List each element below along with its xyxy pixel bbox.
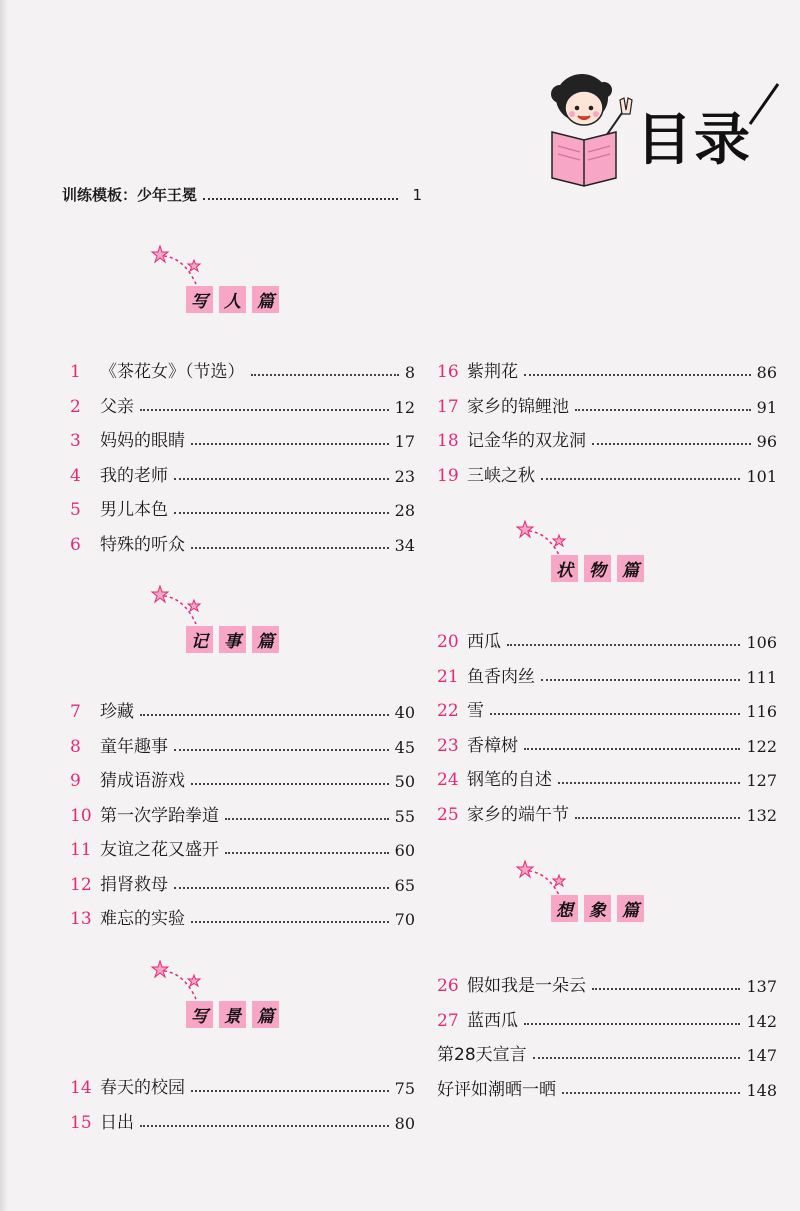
section-badge-imagination xyxy=(515,855,675,935)
entry-page: 28 xyxy=(394,501,415,520)
entry-number: 15 xyxy=(70,1112,92,1133)
intro-page: 1 xyxy=(412,186,422,204)
entry-title: 鱼香肉丝 xyxy=(467,666,535,687)
entry-number: 23 xyxy=(437,735,459,756)
entry-page: 75 xyxy=(394,1079,415,1098)
entry-page: 137 xyxy=(746,977,777,996)
entry-page: 142 xyxy=(746,1011,777,1031)
entry-number: 17 xyxy=(437,396,459,417)
entry-page: 116 xyxy=(746,702,777,721)
entry-number: 12 xyxy=(70,874,92,895)
section-char: 人 xyxy=(219,286,246,313)
dot-leader xyxy=(191,921,389,923)
entry-title: 记金华的双龙洞 xyxy=(467,431,586,451)
entry-title: 蓝西瓜 xyxy=(467,1010,518,1031)
entry-page: 106 xyxy=(746,633,777,652)
toc-entry[interactable] xyxy=(70,830,415,860)
intro-entry[interactable] xyxy=(62,184,422,205)
entry-page: 60 xyxy=(394,841,415,860)
entry-title: 第一次学跆拳道 xyxy=(100,805,219,826)
toc-entry[interactable] xyxy=(70,899,415,929)
dot-leader xyxy=(541,478,740,480)
toc-entry[interactable] xyxy=(437,1070,777,1100)
entry-page: 55 xyxy=(394,806,415,826)
entry-page: 111 xyxy=(746,667,777,687)
entry-number: 22 xyxy=(437,701,459,721)
toc-entry[interactable] xyxy=(437,1001,777,1031)
dot-leader xyxy=(558,782,740,784)
toc-entry[interactable] xyxy=(437,691,777,721)
entry-title: 友谊之花又盛开 xyxy=(100,840,219,860)
entry-title: 假如我是一朵云 xyxy=(467,976,586,996)
entry-number: 5 xyxy=(70,500,81,520)
entry-number: 14 xyxy=(70,1078,92,1098)
toc-entry[interactable] xyxy=(437,456,777,486)
entry-number: 20 xyxy=(437,632,459,652)
dot-leader xyxy=(507,644,740,646)
entry-title: 钢笔的自述 xyxy=(467,770,552,790)
entry-page: 45 xyxy=(394,737,415,757)
entry-title: 男儿本色 xyxy=(100,500,168,520)
dot-leader xyxy=(191,547,389,549)
dot-leader xyxy=(140,409,389,411)
entry-title: 《茶花女》（节选） xyxy=(100,362,245,382)
toc-entry[interactable] xyxy=(70,1103,415,1133)
entry-title: 妈妈的眼睛 xyxy=(100,431,185,451)
entry-title: 父亲 xyxy=(100,396,134,417)
toc-entry[interactable] xyxy=(70,525,415,555)
section-char: 想 xyxy=(551,895,578,922)
dot-leader xyxy=(174,478,389,480)
entry-page: 8 xyxy=(404,363,415,382)
entry-page: 34 xyxy=(394,535,415,555)
toc-entry[interactable] xyxy=(437,622,777,652)
toc-entry[interactable] xyxy=(70,727,415,757)
entry-number: 3 xyxy=(70,431,81,451)
entry-number: 21 xyxy=(437,666,459,687)
dot-leader xyxy=(191,443,389,445)
entry-page: 147 xyxy=(746,1046,777,1065)
toc-entry[interactable] xyxy=(437,726,777,756)
entry-number: 2 xyxy=(70,396,81,417)
dot-leader xyxy=(225,852,389,854)
toc-entry[interactable] xyxy=(437,657,777,687)
entry-number: 11 xyxy=(70,840,92,860)
entry-number: 27 xyxy=(437,1010,459,1031)
toc-entry[interactable] xyxy=(70,421,415,451)
toc-entry[interactable] xyxy=(70,352,415,382)
entry-number: 6 xyxy=(70,534,81,555)
entry-title: 猜成语游戏 xyxy=(100,771,185,791)
entry-title: 紫荆花 xyxy=(467,362,518,382)
dot-leader xyxy=(490,713,740,715)
entry-title: 童年趣事 xyxy=(100,736,168,757)
dot-leader xyxy=(541,679,740,681)
title-flourish-icon xyxy=(650,76,780,136)
section-badge-events xyxy=(150,580,310,660)
entry-page: 65 xyxy=(394,875,415,895)
entry-number: 24 xyxy=(437,770,459,790)
toc-entry[interactable] xyxy=(70,490,415,520)
dot-leader xyxy=(533,1057,741,1059)
entry-title: 难忘的实验 xyxy=(100,909,185,929)
entry-number: 13 xyxy=(70,909,92,929)
dot-leader xyxy=(251,374,399,376)
entry-title: 雪 xyxy=(467,701,484,721)
toc-entry[interactable] xyxy=(70,865,415,895)
toc-entry[interactable] xyxy=(70,387,415,417)
dot-leader xyxy=(592,988,740,990)
entry-title: 香樟树 xyxy=(467,735,518,756)
section-char: 状 xyxy=(551,555,578,582)
entry-title: 第28天宣言 xyxy=(437,1045,527,1065)
dot-leader xyxy=(140,1125,389,1127)
dot-leader xyxy=(140,714,389,716)
entry-number: 19 xyxy=(437,465,459,486)
section-char: 写 xyxy=(186,1001,213,1028)
entry-number: 1 xyxy=(70,362,81,382)
section-char: 写 xyxy=(186,286,213,313)
section-char: 景 xyxy=(219,1001,246,1028)
toc-entry[interactable] xyxy=(70,1068,415,1098)
toc-entry[interactable] xyxy=(70,761,415,791)
entry-page: 17 xyxy=(394,432,415,451)
entry-page: 86 xyxy=(756,363,777,382)
entry-page: 122 xyxy=(746,736,777,756)
entry-number: 26 xyxy=(437,976,459,996)
entry-title: 捐肾救母 xyxy=(100,874,168,895)
entry-number: 18 xyxy=(437,431,459,451)
dot-leader xyxy=(575,409,751,411)
dot-leader xyxy=(191,1090,389,1092)
toc-entry[interactable] xyxy=(437,966,777,996)
entry-page: 40 xyxy=(394,703,415,722)
toc-entry[interactable] xyxy=(437,387,777,417)
dot-leader xyxy=(191,783,389,785)
section-char: 篇 xyxy=(617,895,644,922)
page-title: 目录 xyxy=(636,108,752,173)
entry-page: 96 xyxy=(756,432,777,451)
dot-leader xyxy=(203,198,398,200)
section-char: 象 xyxy=(584,895,611,922)
toc-entry[interactable] xyxy=(437,760,777,790)
section-char: 事 xyxy=(219,626,246,653)
entry-title: 春天的校园 xyxy=(100,1078,185,1098)
toc-header xyxy=(540,70,780,200)
toc-entry[interactable] xyxy=(437,421,777,451)
entry-number: 10 xyxy=(70,805,92,826)
toc-entry[interactable] xyxy=(70,692,415,722)
section-badge-scenery xyxy=(150,955,310,1035)
entry-page: 91 xyxy=(756,397,777,417)
dot-leader xyxy=(174,512,389,514)
entry-page: 80 xyxy=(394,1113,415,1133)
toc-entry[interactable] xyxy=(437,795,777,825)
entry-page: 127 xyxy=(746,771,777,790)
entry-number: 9 xyxy=(70,771,81,791)
entry-title: 日出 xyxy=(100,1112,134,1133)
section-char: 篇 xyxy=(252,286,279,313)
entry-number: 4 xyxy=(70,465,81,486)
page-edge-shadow xyxy=(0,0,8,1211)
entry-title: 家乡的端午节 xyxy=(467,804,569,825)
entry-page: 23 xyxy=(394,466,415,486)
entry-number: 16 xyxy=(437,362,459,382)
entry-page: 70 xyxy=(394,910,415,929)
entry-title: 三峡之秋 xyxy=(467,465,535,486)
entry-number: 7 xyxy=(70,702,81,722)
dot-leader xyxy=(174,749,389,751)
section-badge-people xyxy=(150,240,310,320)
dot-leader xyxy=(575,817,740,819)
entry-number: 8 xyxy=(70,736,81,757)
dot-leader xyxy=(225,818,389,820)
entry-title: 好评如潮晒一晒 xyxy=(437,1079,556,1100)
entry-number: 25 xyxy=(437,804,459,825)
entry-title: 珍藏 xyxy=(100,702,134,722)
dot-leader xyxy=(524,1023,740,1025)
dot-leader xyxy=(562,1092,740,1094)
dot-leader xyxy=(524,374,751,376)
toc-entry[interactable] xyxy=(70,796,415,826)
entry-page: 50 xyxy=(394,772,415,791)
entry-page: 148 xyxy=(746,1080,777,1100)
section-char: 篇 xyxy=(617,555,644,582)
dot-leader xyxy=(524,748,740,750)
section-char: 物 xyxy=(584,555,611,582)
entry-title: 家乡的锦鲤池 xyxy=(467,396,569,417)
toc-entry[interactable] xyxy=(70,456,415,486)
entry-title: 我的老师 xyxy=(100,465,168,486)
dot-leader xyxy=(592,443,751,445)
toc-entry[interactable] xyxy=(437,1035,777,1065)
section-badge-objects xyxy=(515,515,675,595)
section-char: 篇 xyxy=(252,1001,279,1028)
toc-entry[interactable] xyxy=(437,352,777,382)
entry-page: 12 xyxy=(394,397,415,417)
entry-title: 西瓜 xyxy=(467,632,501,652)
entry-page: 132 xyxy=(746,805,777,825)
entry-page: 101 xyxy=(746,466,777,486)
entry-title: 特殊的听众 xyxy=(100,534,185,555)
section-char: 记 xyxy=(186,626,213,653)
intro-title: 训练模板：少年王冕 xyxy=(62,186,198,204)
section-char: 篇 xyxy=(252,626,279,653)
dot-leader xyxy=(174,887,389,889)
